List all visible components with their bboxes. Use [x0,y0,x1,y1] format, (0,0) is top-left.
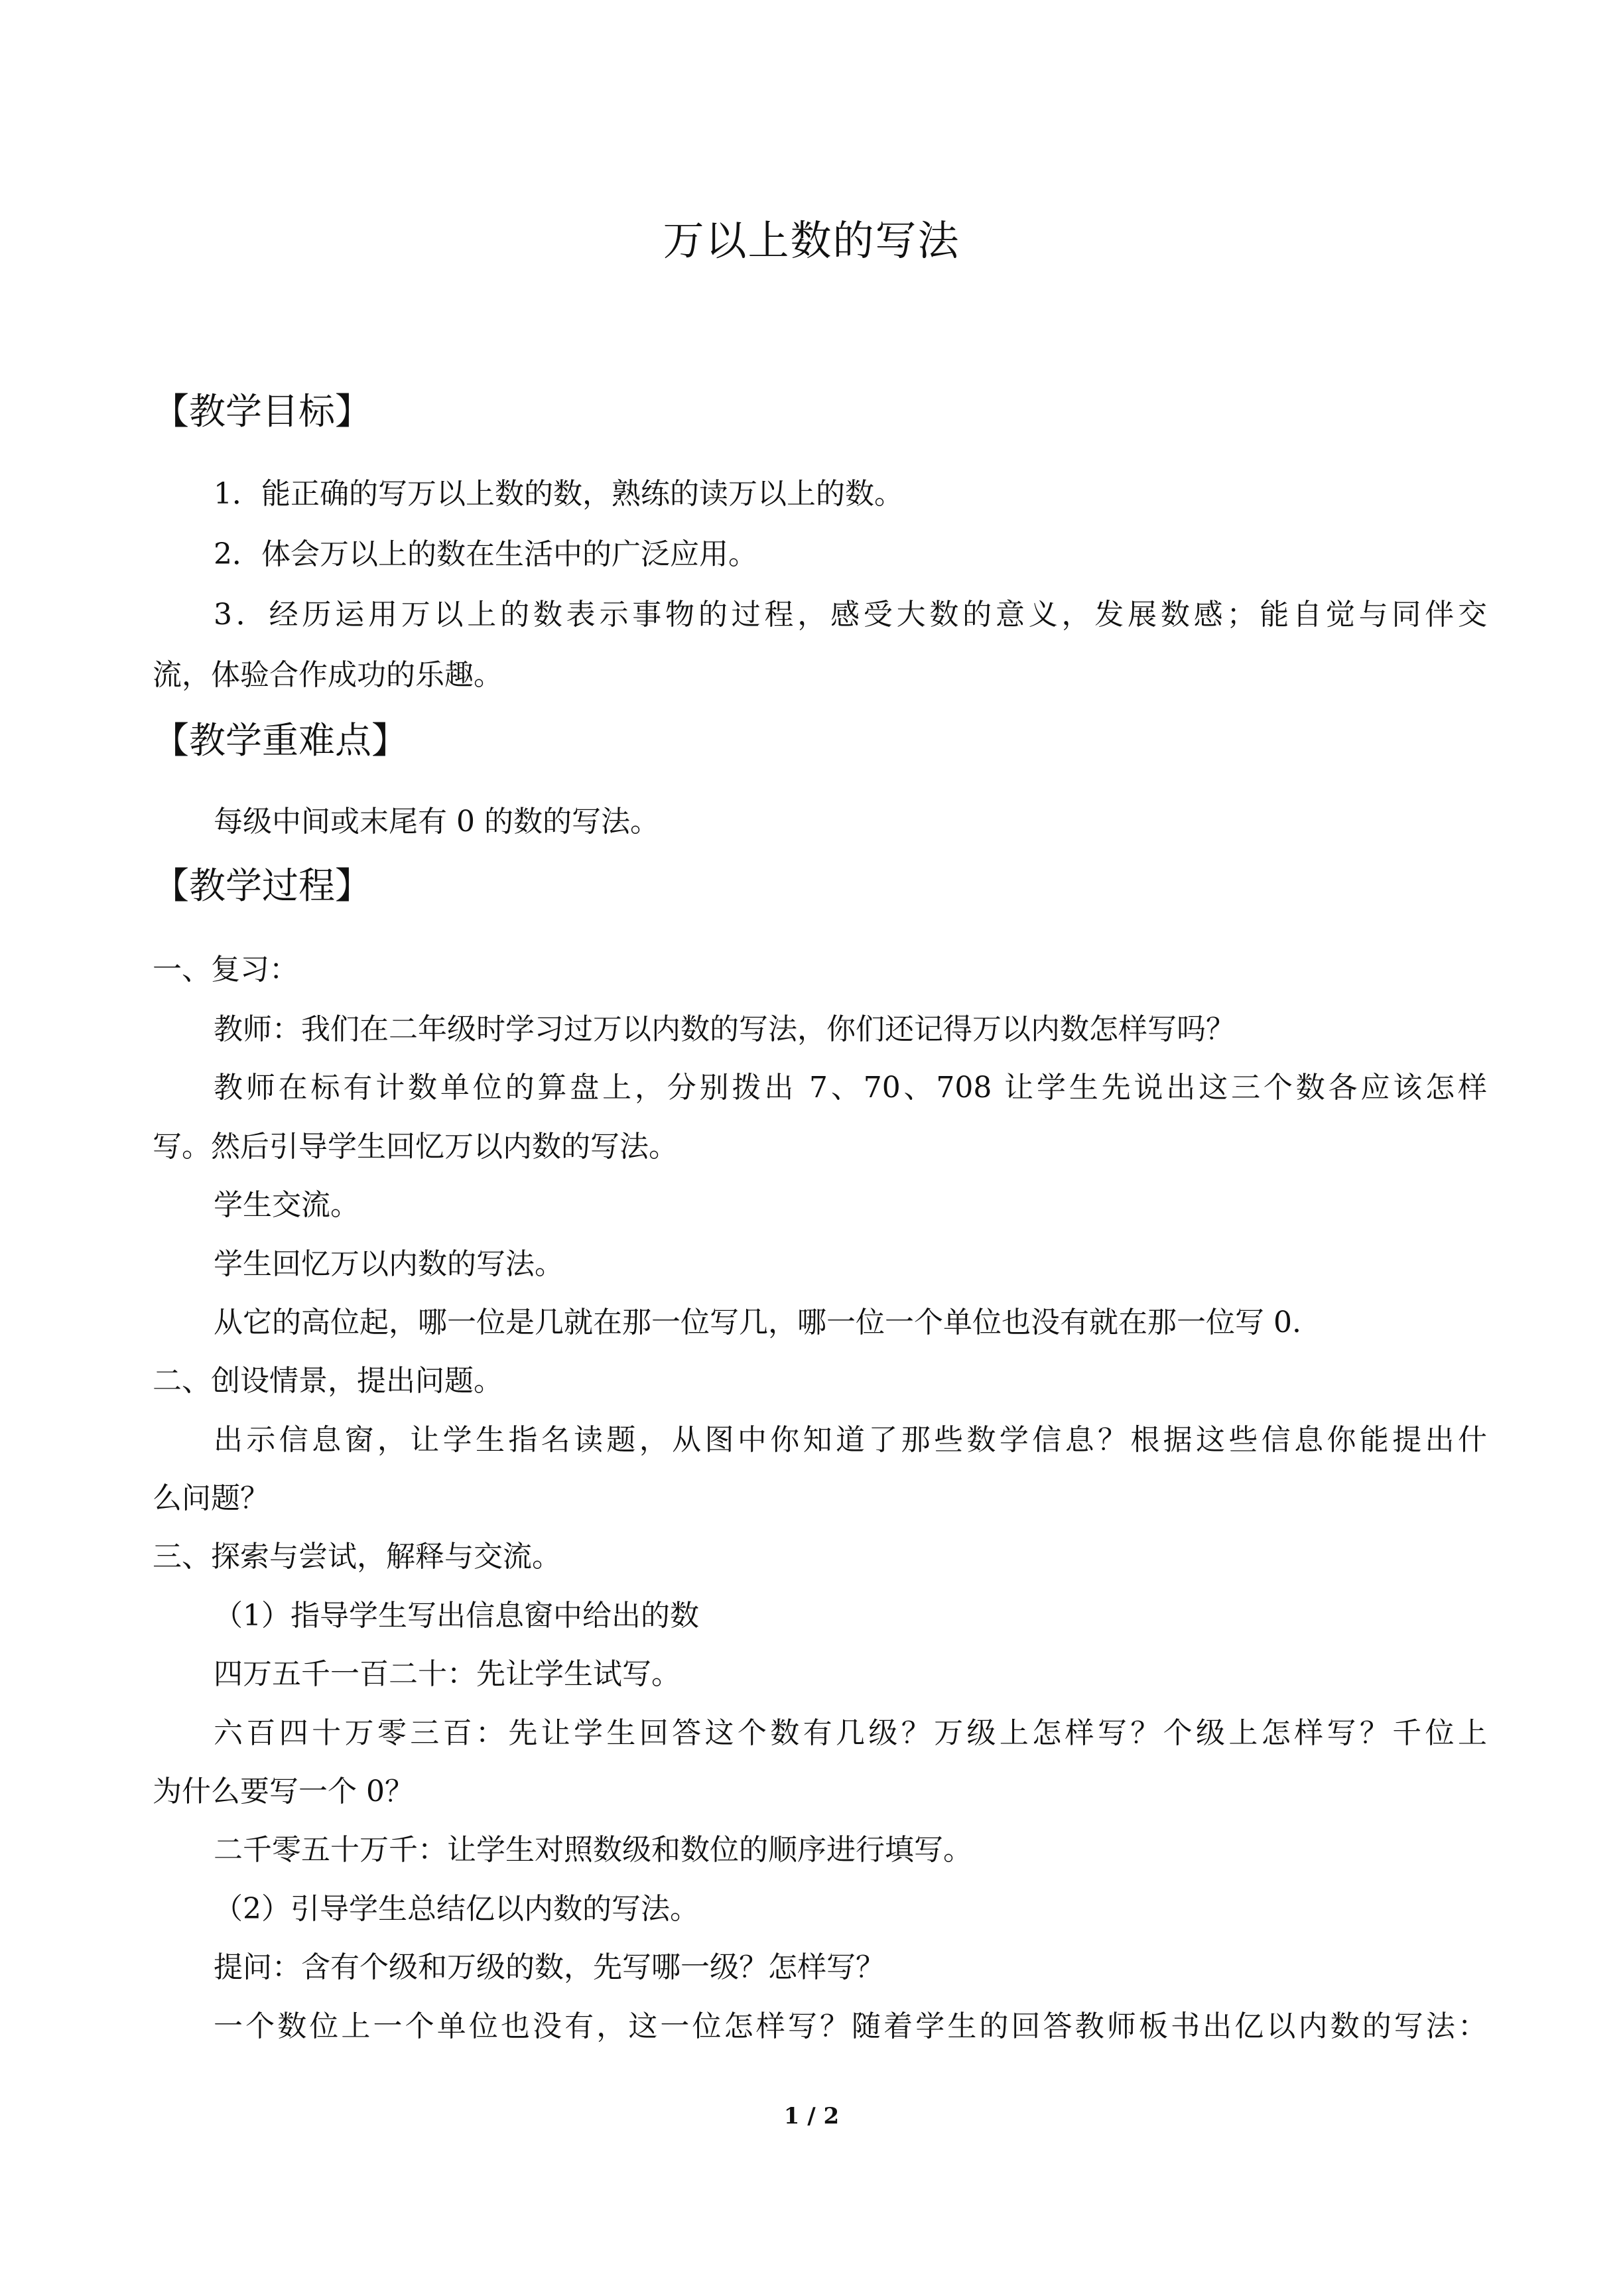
paragraph: 六百四十万零三百：先让学生回答这个数有几级？万级上怎样写？个级上怎样写？千位上 [214,1716,1487,1750]
paragraph: 提问：含有个级和万级的数，先写哪一级？怎样写？ [214,1950,885,1984]
paragraph: 教师：我们在二年级时学习过万以内数的写法，你们还记得万以内数怎样写吗？ [214,1012,1235,1046]
process-heading-scenario: 二、创设情景，提出问题。 [153,1364,503,1398]
process-heading-review: 一、复习： [153,953,298,986]
paragraph: 写。然后引导学生回忆万以内数的写法。 [153,1130,678,1164]
subheading: （1）指导学生写出信息窗中给出的数 [214,1599,699,1633]
page-number: 1 / 2 [783,2103,840,2129]
key-point-text: 每级中间或末尾有 0 的数的写法。 [214,805,659,839]
paragraph: 学生回忆万以内数的写法。 [214,1247,564,1281]
paragraph: 出示信息窗，让学生指名读题，从图中你知道了那些数学信息？根据这些信息你能提出什 [214,1423,1487,1457]
paragraph: 学生交流。 [214,1188,359,1222]
process-heading-explore: 三、探索与尝试，解释与交流。 [153,1540,561,1574]
document-title: 万以上数的写法 [663,216,960,265]
section-heading-process: 【教学过程】 [153,864,372,907]
paragraph: 教师在标有计数单位的算盘上，分别拨出 7、70、708 让学生先说出这三个数各应该怎样 [214,1071,1487,1105]
objective-item-1: 1．能正确的写万以上数的数，熟练的读万以上的数。 [214,477,903,511]
paragraph: 一个数位上一个单位也没有，这一位怎样写？随着学生的回答教师板书出亿以内数的写法： [214,2009,1487,2043]
paragraph: 为什么要写一个 0？ [153,1775,414,1808]
objective-item-3-line-2: 流，体验合作成功的乐趣。 [153,658,503,692]
paragraph: 四万五千一百二十：先让学生试写。 [214,1657,681,1691]
section-heading-key-points: 【教学重难点】 [153,719,409,762]
objective-item-3-line-1: 3．经历运用万以上的数表示事物的过程，感受大数的意义，发展数感；能自觉与同伴交 [214,598,1487,632]
section-heading-objectives: 【教学目标】 [153,390,372,433]
paragraph: 么问题？ [153,1481,269,1515]
paragraph: 从它的高位起，哪一位是几就在那一位写几，哪一位一个单位也没有就在那一位写 0. [214,1306,1301,1339]
paragraph: 二千零五十万千：让学生对照数级和数位的顺序进行填写。 [214,1833,972,1867]
subheading: （2）引导学生总结亿以内数的写法。 [214,1892,699,1926]
objective-item-2: 2．体会万以上的数在生活中的广泛应用。 [214,537,757,571]
